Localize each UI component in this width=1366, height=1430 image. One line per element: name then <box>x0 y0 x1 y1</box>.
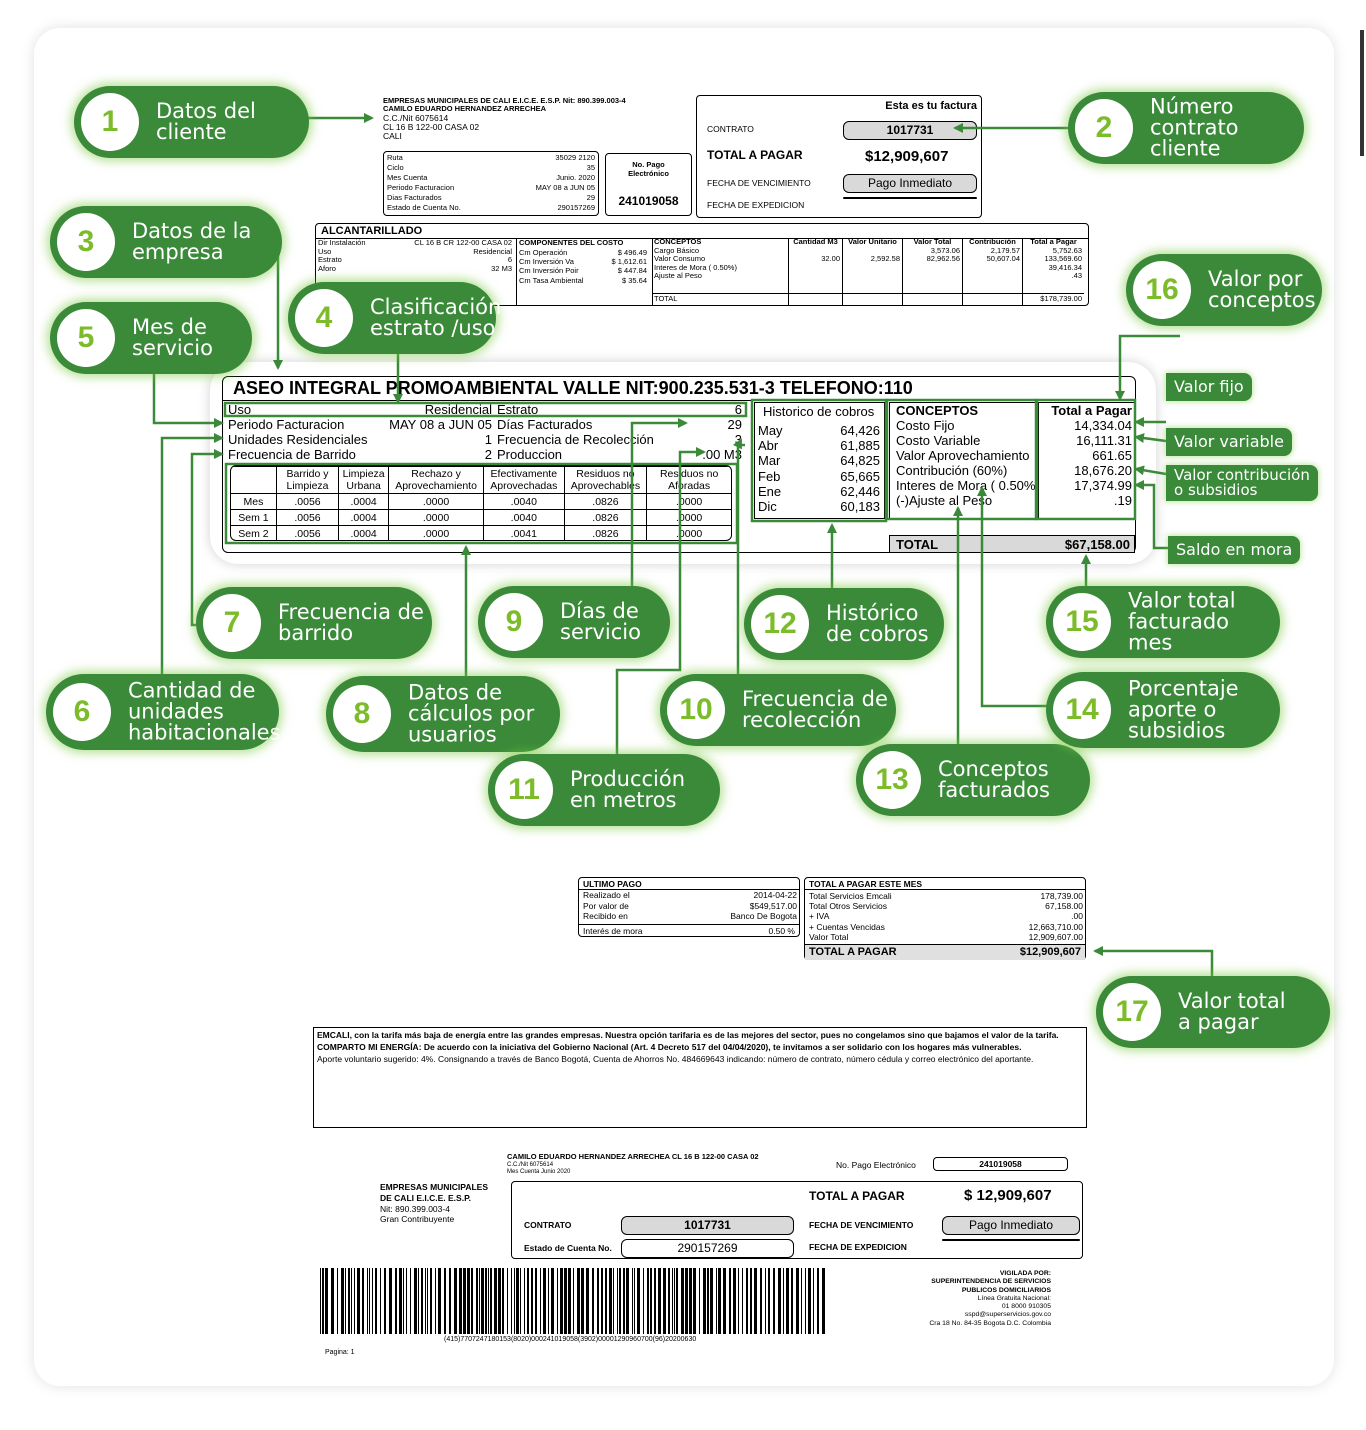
callout-number: 16 <box>1133 261 1191 319</box>
row-value: Residencial <box>473 246 512 256</box>
row-label: Cm Inversión Poir <box>519 266 579 276</box>
row-value: .00 <box>1071 911 1083 922</box>
callout-1 <box>74 86 309 158</box>
aseo-table-cell: Mes <box>231 494 277 510</box>
ultimo-pago-title: ULTIMO PAGO <box>583 879 642 889</box>
aseo-uso-value: Residencial <box>424 402 492 417</box>
row-label: + IVA <box>809 911 830 922</box>
coupon-venc-label: FECHA DE VENCIMIENTO <box>809 1220 914 1230</box>
alc-total-value: $178,739.00 <box>1040 294 1082 303</box>
aseo-table-cell: .0000 <box>647 510 732 526</box>
callout-14 <box>1046 672 1280 748</box>
coupon-pago-label: No. Pago Electrónico <box>836 1160 916 1170</box>
callout-number: 13 <box>863 751 921 809</box>
aseo-unidades-label: Unidades Residenciales <box>228 432 368 447</box>
barcode-text: (415)7707247180153(8020)000241019058(3902)00001290960700(96)20200630 <box>444 1336 697 1343</box>
callout-label: Valor por conceptos <box>1208 267 1316 312</box>
coupon-nit: Nit: 890.399.003-4 <box>380 1204 450 1214</box>
aseo-table-cell: .0040 <box>484 510 565 526</box>
callout-number: 2 <box>1075 99 1133 157</box>
aseo-table-header: Efectivamente Aprovechadas <box>484 467 565 494</box>
aseo-total-value: $67,158.00 <box>1064 537 1130 552</box>
row-label: Cm Operación <box>519 248 568 257</box>
alc-cell: 133,569.60 <box>1044 254 1082 264</box>
aseo-concepto-label: (-)Ajuste al Peso <box>896 493 993 508</box>
alc-cell: Valor Consumo <box>654 254 706 264</box>
row-label: Dir Instalación <box>318 238 366 247</box>
row-value: 67,158.00 <box>1045 901 1083 912</box>
aseo-total-label: TOTAL <box>896 537 939 552</box>
callout-label: Valor total facturado mes <box>1128 588 1236 655</box>
callout-number: 11 <box>495 761 553 819</box>
row-value: 12,663,710.00 <box>1028 921 1083 932</box>
row-label: Estado de Cuenta No. <box>387 203 461 212</box>
row-value: 32 M3 <box>491 263 512 273</box>
row-label: Uso <box>318 246 332 256</box>
callout-17 <box>1096 976 1330 1048</box>
historico-month: Mar <box>758 453 781 469</box>
row-value: $ 447.84 <box>617 266 647 276</box>
callout-label: Datos de la empresa <box>132 219 252 264</box>
aseo-frec-barr-label: Frecuencia de Barrido <box>228 447 356 462</box>
aseo-concepto-value: 18,676.20 <box>1074 463 1132 478</box>
aseo-table-cell: .0826 <box>564 526 647 542</box>
callout-number: 6 <box>53 683 111 741</box>
callout-10 <box>660 674 896 746</box>
row-label: + Cuentas Vencidas <box>809 921 885 932</box>
callout-label: Días de servicio <box>560 599 641 644</box>
coupon-venc-value: Pago Inmediato <box>942 1216 1080 1235</box>
aseo-produccion-value: .00 M3 <box>702 447 742 462</box>
venc-value: Pago Inmediato <box>843 174 977 193</box>
aseo-produccion-label: Produccion <box>497 447 563 462</box>
callout-11 <box>488 754 720 826</box>
alcantarillado-title: ALCANTARILLADO <box>321 225 423 237</box>
contrato-value: 1017731 <box>843 121 977 140</box>
coupon-pago-value: 241019058 <box>933 1157 1068 1171</box>
historico-value: 64,426 <box>840 423 880 438</box>
row-value: Junio. 2020 <box>556 173 595 182</box>
row-value: 35 <box>586 163 595 172</box>
callout-number: 3 <box>57 213 115 271</box>
tag-valor-variable: Valor variable <box>1166 428 1292 456</box>
callout-label: Porcentaje aporte o subsidios <box>1128 676 1239 743</box>
customer-name: CAMILO EDUARDO HERNANDEZ ARRECHEA <box>383 104 547 113</box>
alc-cell: 2,179.57 <box>990 245 1020 255</box>
aseo-table-cell: .0041 <box>484 526 565 542</box>
callout-label: Producción en metros <box>570 767 686 812</box>
alc-cell: 32.00 <box>821 254 840 264</box>
coupon-contrato-value: 1017731 <box>621 1216 794 1235</box>
callout-number: 4 <box>295 289 353 347</box>
callout-number: 8 <box>333 685 391 743</box>
historico-month: May <box>758 423 783 438</box>
callout-number: 7 <box>203 594 261 652</box>
row-value: 6 <box>507 255 512 265</box>
aseo-table-header: Rechazo y Aprovechamiento <box>389 467 484 494</box>
row-value: 178,739.00 <box>1040 891 1083 901</box>
aseo-table-cell: .0004 <box>339 526 389 542</box>
aseo-frec-rec-label: Frecuencia de Recolección <box>497 432 654 447</box>
alc-header: Valor Unitario <box>848 237 897 246</box>
row-label: Realizado el <box>583 890 630 900</box>
coupon-mes: Mes Cuenta Junio 2020 <box>507 1169 571 1175</box>
alc-cell: Interes de Mora ( 0.50%) <box>654 262 737 272</box>
row-value: Banco De Bogota <box>730 911 797 921</box>
aseo-table-cell: .0000 <box>389 510 484 526</box>
callout-7 <box>196 587 432 659</box>
callout-label: Datos del cliente <box>156 99 256 144</box>
row-label: Estrato <box>318 255 342 265</box>
total-mes-total-label: TOTAL A PAGAR <box>809 946 897 958</box>
alc-cell: Ajuste al Peso <box>654 271 702 281</box>
customer-id: C.C./Nit 6075614 <box>383 113 449 123</box>
tag-line: o subsidios <box>1174 481 1258 499</box>
company-line: EMPRESAS MUNICIPALES DE CALI E.I.C.E. E.S.P. Nit: 890.399.003-4 <box>383 96 626 105</box>
aseo-table-cell: .0000 <box>647 494 732 510</box>
row-label: Cm Inversión Va <box>519 257 574 267</box>
callout-number: 14 <box>1053 681 1111 739</box>
vigilada-line: VIGILADA POR: <box>999 1270 1051 1277</box>
total-mes-title: TOTAL A PAGAR ESTE MES <box>809 879 923 889</box>
mora-label: Interés de mora <box>583 926 643 936</box>
aseo-uso-label: Uso <box>228 402 252 417</box>
row-label: Dias Facturados <box>387 193 442 202</box>
componentes-title: COMPONENTES DEL COSTO <box>519 238 624 247</box>
coupon-total-value: $ 12,909,607 <box>964 1187 1052 1204</box>
coupon-contrato-label: CONTRATO <box>524 1220 572 1230</box>
total-label: TOTAL A PAGAR <box>707 148 803 162</box>
aseo-conceptos-title: CONCEPTOS <box>896 403 979 418</box>
historico-value: 62,446 <box>840 483 880 499</box>
aseo-estrato-label: Estrato <box>497 402 539 417</box>
aseo-table-cell: .0826 <box>564 510 647 526</box>
alc-cell: 5,752.63 <box>1052 245 1082 255</box>
historico-month: Dic <box>758 499 777 515</box>
coupon-exped-label: FECHA DE EXPEDICION <box>809 1242 907 1252</box>
total-mes-total-value: $12,909,607 <box>1019 946 1081 958</box>
coupon-estado-label: Estado de Cuenta No. <box>524 1243 612 1253</box>
callout-label: Cantidad de unidades habitacionales <box>128 678 281 745</box>
pagina: Pagina: 1 <box>325 1349 355 1356</box>
historico-month: Ene <box>758 483 782 499</box>
aseo-concepto-value: 14,334.04 <box>1074 418 1132 433</box>
coupon-company1: EMPRESAS MUNICIPALES <box>380 1182 488 1192</box>
row-value: 290157269 <box>557 203 595 212</box>
aseo-concepto-value: 661.65 <box>1092 448 1132 463</box>
callout-number: 10 <box>667 681 725 739</box>
tag-valor-contribucion <box>1166 465 1318 501</box>
callout-5 <box>50 302 252 374</box>
alc-cell: 50,607.04 <box>986 254 1020 264</box>
alc-cell: 39,416.34 <box>1048 262 1082 272</box>
aseo-table-header: Residuos no Aprovechables <box>564 467 647 494</box>
customer-address: CL 16 B 122-00 CASA 02 <box>383 122 480 132</box>
row-label: Total Otros Servicios <box>809 901 887 912</box>
callout-9 <box>478 586 670 658</box>
callout-label: Frecuencia de barrido <box>278 600 424 645</box>
callout-8 <box>326 676 560 752</box>
row-label: Por valor de <box>583 900 629 911</box>
vigilada-line: Cra 18 No. 84-35 Bogota D.C. Colombia <box>929 1319 1051 1327</box>
row-label: Ciclo <box>387 163 404 172</box>
alc-total-label: TOTAL <box>654 294 678 303</box>
aseo-concepto-label: Costo Fijo <box>896 418 955 433</box>
alc-header: Contribución <box>969 237 1016 246</box>
row-value: 12,909,607.00 <box>1028 931 1083 942</box>
pago-label: No. Pago Electrónico <box>628 160 669 178</box>
alc-header: Total a Pagar <box>1030 237 1077 246</box>
row-value: 29 <box>586 193 595 202</box>
row-label: Cm Tasa Ambiental <box>519 275 584 285</box>
coupon-contrib: Gran Contribuyente <box>380 1214 455 1224</box>
aseo-table-header: Residuos no Aforadas <box>647 467 732 494</box>
aseo-table-header: Limpieza Urbana <box>339 467 389 494</box>
aseo-table-cell: Sem 1 <box>231 510 277 526</box>
callout-number: 1 <box>81 93 139 151</box>
aseo-concepto-value: .19 <box>1113 493 1132 508</box>
callout-2 <box>1068 92 1304 164</box>
row-label: Mes Cuenta <box>387 173 428 182</box>
callout-number: 12 <box>751 595 809 653</box>
callout-label: Histórico de cobros <box>826 601 929 646</box>
aseo-estrato-value: 6 <box>734 402 742 417</box>
aseo-table-cell: Sem 2 <box>231 526 277 542</box>
row-value: 35029 2120 <box>555 153 595 162</box>
historico-month: Feb <box>758 468 781 484</box>
aseo-table-cell: .0056 <box>276 494 338 510</box>
aseo-table-cell: .0000 <box>389 494 484 510</box>
alc-header: Valor Total <box>913 237 952 246</box>
aseo-table-cell: .0000 <box>389 526 484 542</box>
exped-label: FECHA DE EXPEDICION <box>707 200 805 210</box>
alc-header: CONCEPTOS <box>654 237 702 246</box>
summary-title: Esta es tu factura <box>885 100 977 112</box>
aseo-table-cell: .0040 <box>484 494 565 510</box>
aseo-table-cell: .0004 <box>339 510 389 526</box>
callout-label: Frecuencia de recolección <box>742 687 888 732</box>
contrato-label: CONTRATO <box>707 124 754 134</box>
callout-16 <box>1126 254 1322 326</box>
callout-15 <box>1046 586 1280 658</box>
message-p3: Aporte voluntario sugerido: 4%. Consignando a través de Banco Bogotá, Cuenta de Ahorros No. 484669643 indicando: número de contrato, número cédula y correo electrónico del aportante. <box>317 1054 1034 1064</box>
aseo-table-cell: .0826 <box>564 494 647 510</box>
tag-valor-fijo: Valor fijo <box>1166 373 1252 401</box>
tag-saldo-mora: Saldo en mora <box>1168 536 1300 564</box>
callout-4 <box>288 282 502 354</box>
callout-number: 17 <box>1103 983 1161 1041</box>
mora-value: 0.50 % <box>768 926 795 936</box>
coupon-name: CAMILO EDUARDO HERNANDEZ ARRECHEA CL 16 B 122-00 CASA 02 <box>507 1152 759 1161</box>
callout-label: Valor total a pagar <box>1178 989 1286 1034</box>
alc-cell: .43 <box>1071 271 1082 281</box>
vigilada-line: PUBLICOS DOMICILIARIOS <box>961 1286 1051 1294</box>
coupon-company2: DE CALI E.I.C.E. E.S.P. <box>380 1193 472 1203</box>
tag-line: Valor contribución <box>1174 466 1310 484</box>
vigilada-line: sspd@superservicios.gov.co <box>964 1311 1051 1319</box>
row-label: Total Servicios Emcali <box>809 891 892 901</box>
row-label: Recibido en <box>583 911 628 921</box>
row-value: $ 1,612.61 <box>611 257 647 267</box>
message-p1: EMCALI, con la tarifa más baja de energía entre las grandes empresas. Nuestra opción tarifaria es de las mejores del sector, pues no congelamos sino que bajamos el valor de la tarifa. <box>317 1030 1059 1040</box>
callout-13 <box>856 744 1090 816</box>
message-p2: COMPARTO MI ENERGÍA: De acuerdo con la iniciativa del Gobierno Nacional (Art. 4 Decreto 517 del 04/04/2020), te invitamos a ser solidario con los hogares más vulnerables. <box>317 1042 1022 1052</box>
aseo-table-cell: .0056 <box>276 510 338 526</box>
aseo-total-pagar-title: Total a Pagar <box>1051 403 1132 418</box>
aseo-unidades-value: 1 <box>484 432 492 447</box>
total-value: $12,909,607 <box>865 148 949 165</box>
historico-value: 65,665 <box>840 468 880 484</box>
aseo-table-cell: .0056 <box>276 526 338 542</box>
aseo-concepto-label: Valor Aprovechamiento <box>896 448 1030 463</box>
coupon-total-label: TOTAL A PAGAR <box>809 1189 905 1203</box>
row-label: Aforo <box>318 263 336 273</box>
callout-label: Clasificación estrato /uso <box>370 295 502 340</box>
row-label: Valor Total <box>809 931 849 942</box>
coupon-id: C.C./Nit 6075614 <box>507 1162 554 1168</box>
alc-cell: 82,962.56 <box>926 254 960 264</box>
alc-header: Cantidad M3 <box>793 237 838 246</box>
aseo-table-cell: .0000 <box>647 526 732 542</box>
aseo-title: ASEO INTEGRAL PROMOAMBIENTAL VALLE NIT:900.235.531-3 TELEFONO:110 <box>233 378 913 398</box>
aseo-frec-rec-value: 3 <box>734 432 742 447</box>
aseo-periodo-label: Periodo Facturacion <box>228 417 345 432</box>
callout-number: 9 <box>485 593 543 651</box>
vigilada-line: 01 8000 910305 <box>1001 1303 1051 1311</box>
callout-12 <box>744 588 944 660</box>
row-label: Periodo Facturacion <box>387 183 455 192</box>
callout-6 <box>46 674 279 750</box>
alc-cell: 2,592.58 <box>870 254 900 264</box>
historico-value: 61,885 <box>840 438 880 454</box>
callout-label: Datos de cálculos por usuarios <box>408 680 535 747</box>
row-value: $ 496.49 <box>617 248 647 257</box>
row-value: $549,517.00 <box>749 900 797 911</box>
coupon-estado-value: 290157269 <box>621 1239 794 1258</box>
vigilada-line: Línea Gratuita Nacional: <box>977 1294 1051 1302</box>
pago-value: 241019058 <box>618 194 679 209</box>
alc-cell: Cargo Básico <box>654 245 700 255</box>
historico-month: Abr <box>758 438 779 454</box>
alc-cell: 3,573.06 <box>930 245 960 255</box>
callout-label: Conceptos facturados <box>938 757 1050 802</box>
aseo-concepto-label: Costo Variable <box>896 433 981 448</box>
aseo-concepto-value: 16,111.31 <box>1076 433 1132 448</box>
row-value: $ 35.64 <box>621 275 647 285</box>
venc-label: FECHA DE VENCIMIENTO <box>707 178 811 188</box>
callout-number: 15 <box>1053 593 1111 651</box>
callout-label: Número contrato cliente <box>1150 94 1239 161</box>
historico-value: 60,183 <box>840 499 880 515</box>
row-value: MAY 08 a JUN 05 <box>535 183 595 192</box>
aseo-concepto-label: Interes de Mora ( 0.50% <box>896 478 1036 493</box>
aseo-concepto-value: 17,374.99 <box>1074 478 1132 493</box>
aseo-concepto-label: Contribución (60%) <box>896 463 1008 478</box>
row-value: CL 16 B CR 122-00 CASA 02 <box>414 238 512 247</box>
aseo-frec-barr-value: 2 <box>484 447 492 462</box>
callout-label: Mes de servicio <box>132 315 213 360</box>
historico-title: Historico de cobros <box>763 404 875 419</box>
callout-number: 5 <box>57 309 115 367</box>
aseo-table-header: Barrido y Limpieza <box>276 467 338 494</box>
historico-value: 64,825 <box>840 453 880 469</box>
row-value: 2014-04-22 <box>753 890 797 900</box>
row-label: Ruta <box>387 153 403 162</box>
customer-city: CALI <box>383 131 402 141</box>
aseo-dias-value: 29 <box>727 417 742 432</box>
vigilada-line: SUPERINTENDENCIA DE SERVICIOS <box>931 1278 1051 1286</box>
aseo-table-cell: .0004 <box>339 494 389 510</box>
aseo-dias-label: Días Facturados <box>497 417 593 432</box>
callout-3 <box>50 206 282 278</box>
aseo-periodo-value: MAY 08 a JUN 05 <box>389 417 492 432</box>
